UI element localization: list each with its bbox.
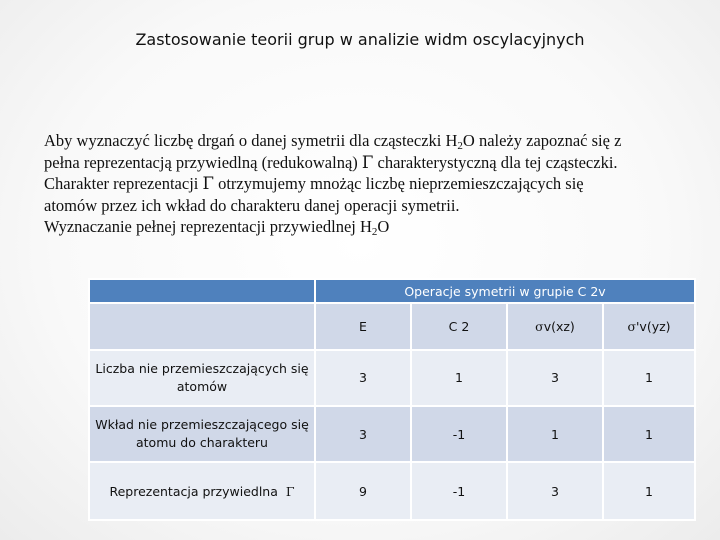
table-cell: -1 [411,462,507,520]
column-header-sigma-v-yz: σ'v(yz) [603,303,695,349]
gamma-symbol: Γ [361,152,374,172]
paragraph-line-3: Charakter reprezentacji Γ otrzymujemy mnożąc liczbę nieprzemieszczających się [44,174,584,193]
header-empty-cell [89,279,315,303]
table-cell: 1 [603,462,695,520]
table-row [89,462,695,520]
sigma-symbol: σ [535,318,544,334]
table-cell: 1 [507,406,603,462]
column-header-row [89,303,695,349]
column-header-c2: C 2 [411,303,507,349]
table-header-row [89,279,695,303]
table-row [89,350,695,406]
gamma-symbol: Γ [285,483,295,499]
table-row [89,406,695,462]
paragraph-line-4: atomów przez ich wkład do charakteru danej operacji symetrii. [44,195,460,215]
table-cell: 3 [315,350,411,406]
table-cell: 1 [603,406,695,462]
sigma-symbol: σ [627,318,636,334]
gamma-symbol: Γ [202,174,214,193]
column-header-e: E [315,303,411,349]
row-label: Reprezentacja przywiedlna Γ [89,462,315,520]
table-cell: 3 [507,462,603,520]
paragraph-line-2: pełna reprezentacją przywiedlną (redukowalną) Γ charakterystyczną dla tej cząsteczki. [44,152,618,172]
table-cell: -1 [411,406,507,462]
slide-title: Zastosowanie teorii grup w analizie widm oscylacyjnych [135,30,585,49]
paragraph-line-5: Wyznaczanie pełnej reprezentacji przywiedlnej $H_2O$ [44,217,390,238]
row-label: Wkład nie przemieszczającego się atomu do charakteru [89,406,315,462]
table-cell: 9 [315,462,411,520]
table-cell: 3 [315,406,411,462]
paragraph-line-1: Aby wyznaczyć liczbę drgań o danej symetrii dla cząsteczki $H_2O$ należy zapoznać się z [44,131,622,152]
table-cell: 1 [411,350,507,406]
intro-paragraph [44,130,694,238]
table-cell: 1 [603,350,695,406]
group-header: Operacje symetrii w grupie C 2v [315,279,695,303]
table-cell: 3 [507,350,603,406]
corner-cell [89,303,315,349]
column-header-sigma-v-xz: σv(xz) [507,303,603,349]
row-label: Liczba nie przemieszczających się atomów [89,350,315,406]
symmetry-table [88,278,696,521]
